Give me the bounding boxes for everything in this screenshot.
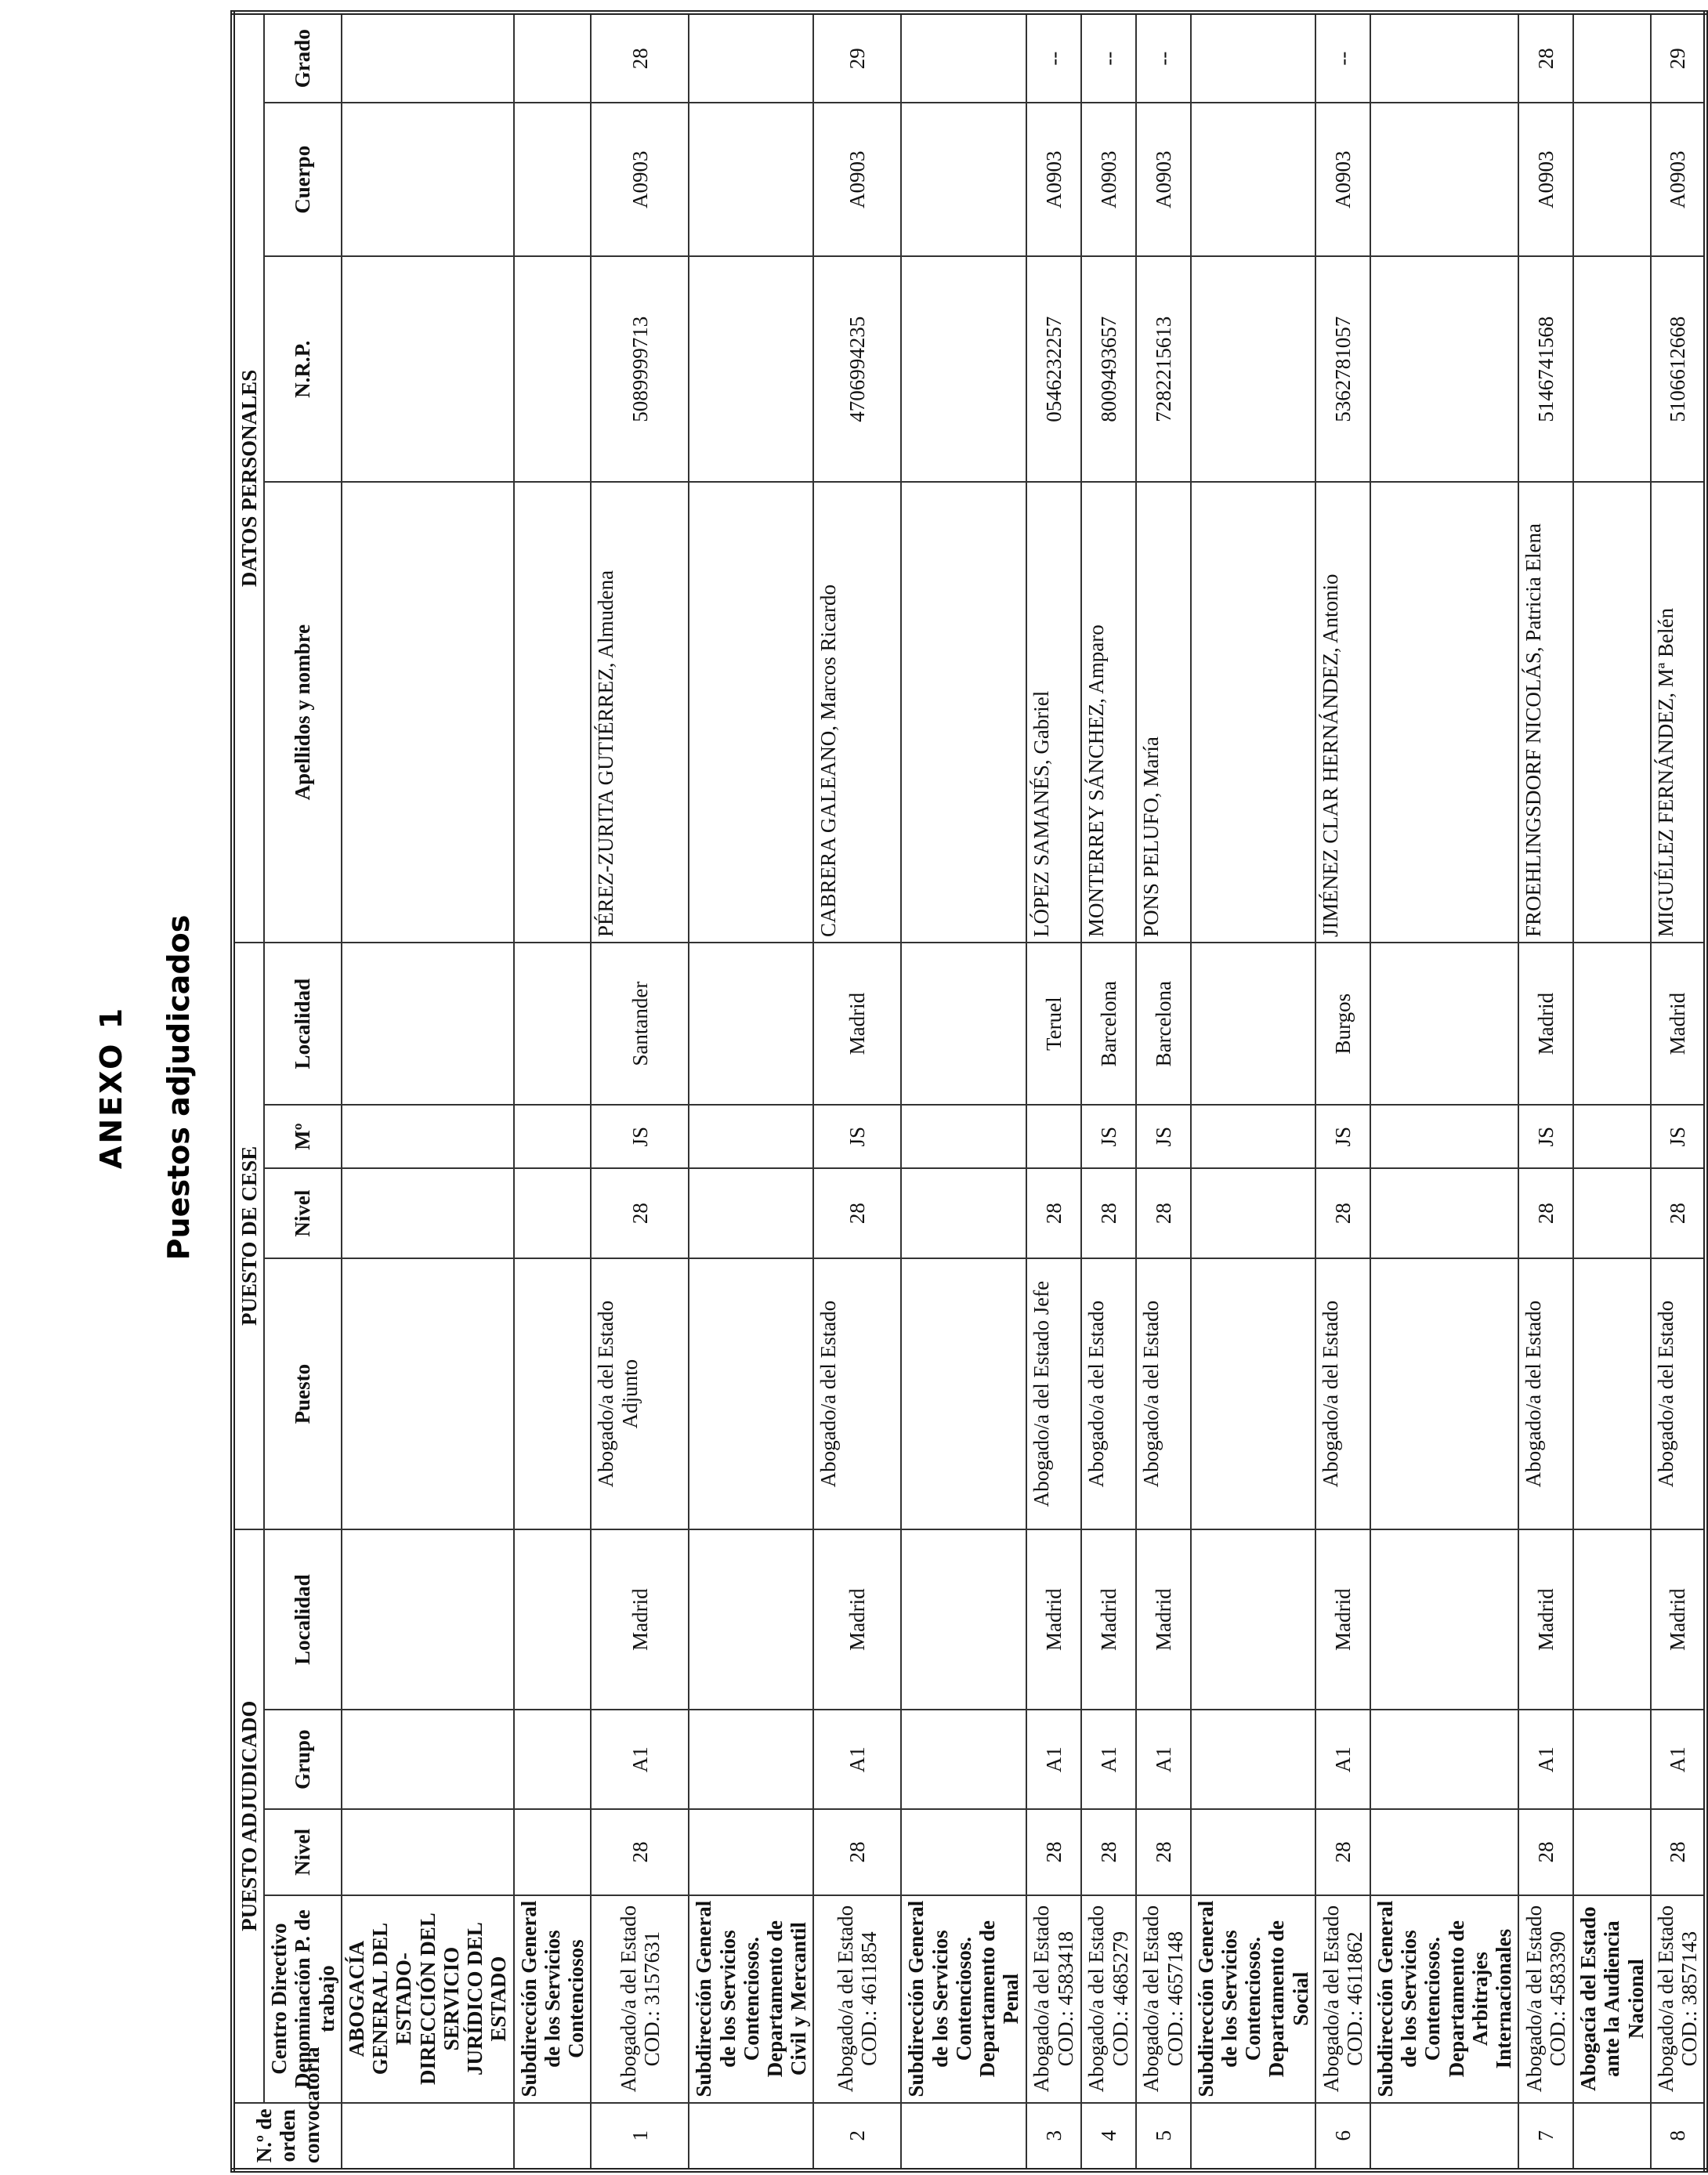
m-cell: JS	[1315, 1105, 1370, 1168]
empty-cell	[1573, 1809, 1651, 1895]
section-title: Subdirección General de los Servicios Contenciosos. Departamento de Arbitrajes Internacionales	[1370, 1895, 1518, 2103]
col-grado-header: Grado	[264, 13, 342, 103]
section-row	[689, 13, 813, 2170]
puesto-cell	[591, 1895, 689, 2103]
section-title: Subdirección General de los Servicios Contenciosos. Departamento de Penal	[901, 1895, 1026, 2103]
nombre-cell: MIGUÉLEZ FERNÁNDEZ, Mª Belén	[1651, 482, 1706, 943]
table-row	[1026, 13, 1081, 2170]
empty-cell	[1370, 1529, 1518, 1710]
empty-cell	[1191, 943, 1315, 1105]
empty-cell	[1573, 1258, 1651, 1529]
empty-cell	[514, 482, 592, 943]
cese-puesto-cell: Abogado/a del Estado Jefe	[1026, 1258, 1081, 1529]
cese-localidad-cell: Teruel	[1026, 943, 1081, 1105]
grado-cell: 28	[591, 13, 689, 103]
puesto-cell	[1651, 1895, 1706, 2103]
empty-cell	[1370, 256, 1518, 482]
empty-cell	[1191, 1529, 1315, 1710]
cuerpo-cell: A0903	[813, 103, 901, 256]
empty-cell	[514, 943, 592, 1105]
puesto-cell	[1518, 1895, 1573, 2103]
empty-cell	[514, 1168, 592, 1258]
cese-nivel-cell: 28	[1026, 1168, 1081, 1258]
empty-cell	[1573, 943, 1651, 1105]
empty-cell	[901, 103, 1026, 256]
empty-cell	[901, 13, 1026, 103]
table-row	[591, 13, 689, 2170]
col-cese-localidad-header: Localidad	[264, 943, 342, 1105]
group-cese-header: PUESTO DE CESE	[233, 943, 264, 1529]
localidad-cell: Madrid	[1136, 1529, 1191, 1710]
orden-cell: 6	[1315, 2103, 1370, 2170]
empty-cell	[901, 1105, 1026, 1168]
cese-localidad-cell: Santander	[591, 943, 689, 1105]
nombre-cell: PÉREZ-ZURITA GUTIÉRREZ, Almudena	[591, 482, 689, 943]
nivel-cell: 28	[1518, 1809, 1573, 1895]
puesto-line1: Abogado/a del Estado	[1522, 1905, 1546, 2093]
grupo-cell: A1	[1081, 1710, 1136, 1809]
empty-cell	[689, 1809, 813, 1895]
orden-cell: 2	[813, 2103, 901, 2170]
puesto-code: COD.: 4685279	[1108, 1931, 1132, 2067]
empty-cell	[342, 1710, 514, 1809]
nrp-cell: 5106612668	[1651, 256, 1706, 482]
awarded-posts-table	[230, 10, 1708, 2173]
grado-cell: --	[1026, 13, 1081, 103]
orden-cell: 8	[1651, 2103, 1706, 2170]
empty-cell	[514, 13, 592, 103]
empty-cell	[689, 1710, 813, 1809]
empty-cell	[1573, 1710, 1651, 1809]
puesto-cell	[1136, 1895, 1191, 2103]
cese-localidad-cell: Burgos	[1315, 943, 1370, 1105]
header-group-row	[233, 13, 264, 2170]
col-cuerpo-header: Cuerpo	[264, 103, 342, 256]
empty-cell	[901, 482, 1026, 943]
grupo-cell: A1	[1026, 1710, 1081, 1809]
empty-cell	[1370, 1710, 1518, 1809]
cese-nivel-cell: 28	[591, 1168, 689, 1258]
nombre-cell: FROEHLINGSDORF NICOLÁS, Patricia Elena	[1518, 482, 1573, 943]
cese-nivel-cell: 28	[1081, 1168, 1136, 1258]
empty-cell	[689, 482, 813, 943]
puesto-line1: Abogado/a del Estado	[1319, 1905, 1343, 2093]
nrp-cell: 7282215613	[1136, 256, 1191, 482]
empty-cell	[1370, 943, 1518, 1105]
orden-cell: 3	[1026, 2103, 1081, 2170]
cese-nivel-cell: 28	[1651, 1168, 1706, 1258]
col-nrp-header: N.R.P.	[264, 256, 342, 482]
puesto-code: COD.: 4611862	[1342, 1931, 1366, 2066]
nrp-cell: 5362781057	[1315, 256, 1370, 482]
empty-cell	[342, 256, 514, 482]
empty-cell	[689, 1105, 813, 1168]
empty-cell	[689, 1529, 813, 1710]
localidad-cell: Madrid	[1026, 1529, 1081, 1710]
col-orden-header: N.º de orden convocatoria	[233, 2103, 342, 2170]
empty-cell	[1370, 1809, 1518, 1895]
empty-cell	[689, 1258, 813, 1529]
cese-localidad-cell: Madrid	[1651, 943, 1706, 1105]
col-centro-header-line2: Denominación P. de trabajo	[291, 1909, 338, 2088]
empty-cell	[1573, 103, 1651, 256]
puesto-line1: Abogado/a del Estado	[616, 1905, 640, 2093]
nivel-cell: 28	[1136, 1809, 1191, 1895]
grupo-cell: A1	[1651, 1710, 1706, 1809]
m-cell: JS	[1081, 1105, 1136, 1168]
empty-cell	[901, 1258, 1026, 1529]
empty-cell	[342, 1258, 514, 1529]
puesto-cell	[813, 1895, 901, 2103]
cuerpo-cell: A0903	[1651, 103, 1706, 256]
cese-puesto-cell: Abogado/a del Estado	[1651, 1258, 1706, 1529]
m-cell: JS	[591, 1105, 689, 1168]
empty-cell	[514, 1809, 592, 1895]
table-row	[1081, 13, 1136, 2170]
empty-cell	[342, 1809, 514, 1895]
cuerpo-cell: A0903	[1518, 103, 1573, 256]
document-heading	[92, 915, 206, 1261]
empty-cell	[689, 13, 813, 103]
orden-cell: 7	[1518, 2103, 1573, 2170]
cese-puesto-cell: Abogado/a del Estado Adjunto	[591, 1258, 689, 1529]
empty-cell	[514, 256, 592, 482]
empty-cell	[689, 103, 813, 256]
orden-cell: 4	[1081, 2103, 1136, 2170]
table-header	[233, 13, 342, 2170]
section-title: Subdirección General de los Servicios Contenciosos. Departamento de Civil y Mercantil	[689, 1895, 813, 2103]
empty-cell	[901, 1809, 1026, 1895]
cese-nivel-cell: 28	[1136, 1168, 1191, 1258]
table-body	[342, 13, 1706, 2170]
puesto-line1: Abogado/a del Estado	[834, 1905, 858, 2093]
grado-cell: 28	[1518, 13, 1573, 103]
empty-cell	[901, 943, 1026, 1105]
empty-cell	[342, 1105, 514, 1168]
section-orden-cell	[901, 2103, 1026, 2170]
empty-cell	[1191, 1809, 1315, 1895]
empty-cell	[342, 482, 514, 943]
empty-cell	[1191, 1168, 1315, 1258]
nombre-cell: MONTERREY SÁNCHEZ, Amparo	[1081, 482, 1136, 943]
section-orden-cell	[689, 2103, 813, 2170]
empty-cell	[689, 256, 813, 482]
table-row	[813, 13, 901, 2170]
empty-cell	[342, 13, 514, 103]
cese-puesto-cell: Abogado/a del Estado	[813, 1258, 901, 1529]
puesto-line1: Abogado/a del Estado	[1139, 1905, 1163, 2093]
grado-cell: --	[1315, 13, 1370, 103]
table-row	[1518, 13, 1573, 2170]
annex-label: ANEXO 1	[94, 1005, 128, 1170]
cuerpo-cell: A0903	[1026, 103, 1081, 256]
empty-cell	[1573, 1105, 1651, 1168]
orden-cell: 1	[591, 2103, 689, 2170]
empty-cell	[1191, 482, 1315, 943]
puesto-cell	[1026, 1895, 1081, 2103]
nivel-cell: 28	[813, 1809, 901, 1895]
nrp-cell: 0546232257	[1026, 256, 1081, 482]
section-orden-cell	[1191, 2103, 1315, 2170]
section-orden-cell	[342, 2103, 514, 2170]
col-localidad-header: Localidad	[264, 1529, 342, 1710]
puesto-code: COD.: 4583390	[1546, 1931, 1570, 2067]
section-title: Subdirección General de los Servicios Contenciosos. Departamento de Social	[1191, 1895, 1315, 2103]
col-m-header: Mº	[264, 1105, 342, 1168]
cese-puesto-cell: Abogado/a del Estado	[1136, 1258, 1191, 1529]
section-row	[1573, 13, 1651, 2170]
grado-cell: 29	[813, 13, 901, 103]
empty-cell	[1370, 13, 1518, 103]
empty-cell	[342, 1168, 514, 1258]
empty-cell	[901, 256, 1026, 482]
group-personales-header: DATOS PERSONALES	[233, 13, 264, 943]
table-row	[1315, 13, 1370, 2170]
rotated-table-container	[230, 10, 1702, 2173]
page-title: Puestos adjudicados	[161, 914, 196, 1261]
grupo-cell: A1	[1136, 1710, 1191, 1809]
table-row	[1136, 13, 1191, 2170]
cese-puesto-cell: Abogado/a del Estado	[1081, 1258, 1136, 1529]
section-title: ABOGACÍA GENERAL DEL ESTADO-DIRECCIÓN DEL SERVICIO JURÍDICO DEL ESTADO	[342, 1895, 514, 2103]
cese-puesto-cell: Abogado/a del Estado	[1315, 1258, 1370, 1529]
orden-cell: 5	[1136, 2103, 1191, 2170]
empty-cell	[1573, 1168, 1651, 1258]
empty-cell	[1191, 1258, 1315, 1529]
col-grupo-header: Grupo	[264, 1710, 342, 1809]
grupo-cell: A1	[1315, 1710, 1370, 1809]
empty-cell	[1370, 1168, 1518, 1258]
cese-localidad-cell: Madrid	[1518, 943, 1573, 1105]
cese-nivel-cell: 28	[1518, 1168, 1573, 1258]
section-title: Abogacía del Estado ante la Audiencia Nacional	[1573, 1895, 1651, 2103]
cese-puesto-cell: Abogado/a del Estado	[1518, 1258, 1573, 1529]
grado-cell: --	[1136, 13, 1191, 103]
empty-cell	[342, 1529, 514, 1710]
nrp-cell: 5089999713	[591, 256, 689, 482]
empty-cell	[514, 1258, 592, 1529]
header-column-row	[264, 13, 342, 2170]
empty-cell	[1370, 1105, 1518, 1168]
empty-cell	[1191, 256, 1315, 482]
m-cell	[1026, 1105, 1081, 1168]
cese-localidad-cell: Barcelona	[1081, 943, 1136, 1105]
empty-cell	[342, 943, 514, 1105]
grupo-cell: A1	[591, 1710, 689, 1809]
localidad-cell: Madrid	[1081, 1529, 1136, 1710]
nombre-cell: PONS PELUFO, María	[1136, 482, 1191, 943]
nivel-cell: 28	[1651, 1809, 1706, 1895]
section-row	[514, 13, 592, 2170]
empty-cell	[689, 1168, 813, 1258]
grupo-cell: A1	[813, 1710, 901, 1809]
grado-cell: --	[1081, 13, 1136, 103]
puesto-line1: Abogado/a del Estado	[1653, 1905, 1677, 2093]
empty-cell	[901, 1168, 1026, 1258]
nrp-cell: 8009493657	[1081, 256, 1136, 482]
cese-nivel-cell: 28	[1315, 1168, 1370, 1258]
section-orden-cell	[1573, 2103, 1651, 2170]
empty-cell	[1370, 1258, 1518, 1529]
col-nombre-header: Apellidos y nombre	[264, 482, 342, 943]
nombre-cell: JIMÉNEZ CLAR HERNÁNDEZ, Antonio	[1315, 482, 1370, 943]
cuerpo-cell: A0903	[1315, 103, 1370, 256]
cuerpo-cell: A0903	[1081, 103, 1136, 256]
empty-cell	[514, 1529, 592, 1710]
puesto-line1: Abogado/a del Estado	[1030, 1905, 1054, 2093]
table-row	[1651, 13, 1706, 2170]
nrp-cell: 4706994235	[813, 256, 901, 482]
localidad-cell: Madrid	[1651, 1529, 1706, 1710]
m-cell: JS	[1518, 1105, 1573, 1168]
empty-cell	[1573, 482, 1651, 943]
m-cell: JS	[1136, 1105, 1191, 1168]
empty-cell	[1191, 1105, 1315, 1168]
empty-cell	[514, 103, 592, 256]
group-adjudicado-header: PUESTO ADJUDICADO	[233, 1529, 264, 2103]
section-title: Subdirección General de los Servicios Contenciosos	[514, 1895, 592, 2103]
col-puesto-header: Puesto	[264, 1258, 342, 1529]
puesto-cell	[1315, 1895, 1370, 2103]
cese-localidad-cell: Madrid	[813, 943, 901, 1105]
nivel-cell: 28	[1315, 1809, 1370, 1895]
empty-cell	[1191, 13, 1315, 103]
localidad-cell: Madrid	[591, 1529, 689, 1710]
puesto-code: COD.: 4583418	[1053, 1931, 1077, 2067]
puesto-code: COD.: 4611854	[857, 1931, 881, 2066]
m-cell: JS	[813, 1105, 901, 1168]
puesto-code: COD.: 4657148	[1163, 1931, 1187, 2067]
section-orden-cell	[514, 2103, 592, 2170]
nombre-cell: LÓPEZ SAMANÉS, Gabriel	[1026, 482, 1081, 943]
section-orden-cell	[1370, 2103, 1518, 2170]
col-centro-header	[264, 1895, 342, 2103]
empty-cell	[1191, 103, 1315, 256]
col-centro-header-line1: Centro Directivo	[267, 1923, 291, 2075]
empty-cell	[1370, 103, 1518, 256]
empty-cell	[1191, 1710, 1315, 1809]
cuerpo-cell: A0903	[591, 103, 689, 256]
cese-localidad-cell: Barcelona	[1136, 943, 1191, 1105]
section-row	[1370, 13, 1518, 2170]
nombre-cell: CABRERA GALEANO, Marcos Ricardo	[813, 482, 901, 943]
empty-cell	[901, 1710, 1026, 1809]
empty-cell	[1573, 13, 1651, 103]
localidad-cell: Madrid	[1315, 1529, 1370, 1710]
empty-cell	[689, 943, 813, 1105]
section-row	[1191, 13, 1315, 2170]
localidad-cell: Madrid	[1518, 1529, 1573, 1710]
empty-cell	[901, 1529, 1026, 1710]
puesto-line1: Abogado/a del Estado	[1084, 1905, 1109, 2093]
nivel-cell: 28	[591, 1809, 689, 1895]
col-nivel-header: Nivel	[264, 1809, 342, 1895]
section-row	[901, 13, 1026, 2170]
grupo-cell: A1	[1518, 1710, 1573, 1809]
localidad-cell: Madrid	[813, 1529, 901, 1710]
section-row	[342, 13, 514, 2170]
empty-cell	[514, 1105, 592, 1168]
puesto-code: COD.: 3157631	[639, 1931, 664, 2067]
puesto-cell	[1081, 1895, 1136, 2103]
puesto-code: COD.: 3857143	[1677, 1931, 1702, 2067]
m-cell: JS	[1651, 1105, 1706, 1168]
empty-cell	[1370, 482, 1518, 943]
grado-cell: 29	[1651, 13, 1706, 103]
nrp-cell: 5146741568	[1518, 256, 1573, 482]
nivel-cell: 28	[1026, 1809, 1081, 1895]
empty-cell	[514, 1710, 592, 1809]
cuerpo-cell: A0903	[1136, 103, 1191, 256]
nivel-cell: 28	[1081, 1809, 1136, 1895]
empty-cell	[342, 103, 514, 256]
empty-cell	[1573, 1529, 1651, 1710]
empty-cell	[1573, 256, 1651, 482]
cese-nivel-cell: 28	[813, 1168, 901, 1258]
col-cese-nivel-header: Nivel	[264, 1168, 342, 1258]
